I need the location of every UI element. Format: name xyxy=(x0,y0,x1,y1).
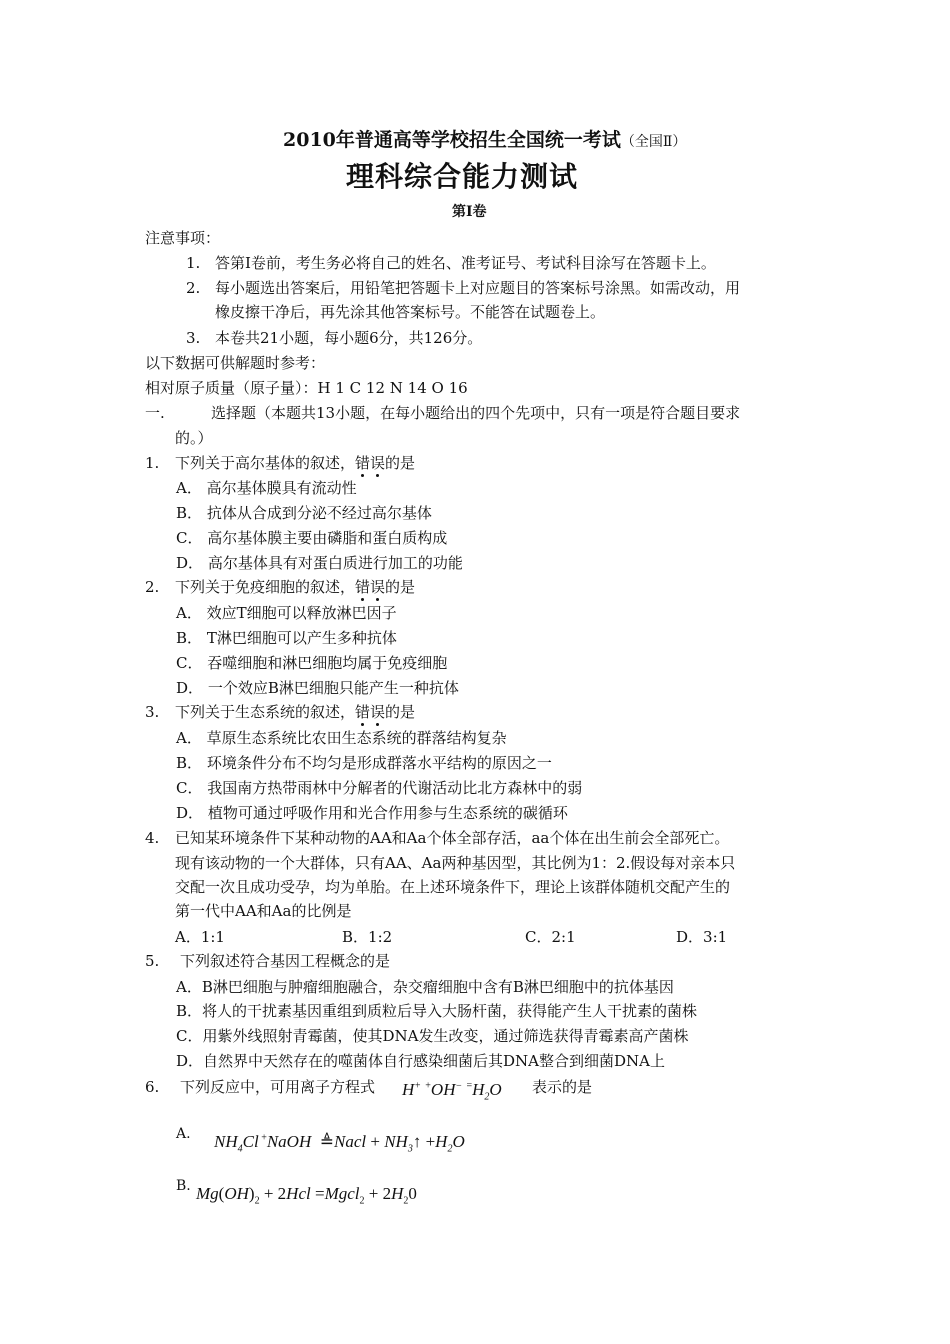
question-4-option-b: B．1:2 xyxy=(342,928,393,946)
question-2-option-a xyxy=(176,603,397,623)
option-text: 我国南方热带雨林中分解者的代谢活动比北方森林中的弱 xyxy=(207,779,583,797)
question-1-stem-tail: 的是 xyxy=(385,454,416,472)
question-1-number: 1. xyxy=(145,454,160,472)
note-1-number: 1. xyxy=(186,254,201,272)
option-text: 草原生态系统比农田生态系统的群落结构复杂 xyxy=(206,729,507,747)
option-text: 环境条件分布不均匀是形成群落水平结构的原因之一 xyxy=(206,754,552,772)
question-3-option-c xyxy=(176,778,582,798)
option-label: B． xyxy=(176,504,203,522)
note-2-number: 2. xyxy=(186,279,201,297)
question-1-stem xyxy=(175,453,415,473)
question-5-stem: 下列叙述符合基因工程概念的是 xyxy=(180,952,391,970)
question-2-option-c xyxy=(176,653,447,673)
option-label: A． xyxy=(176,479,202,497)
question-5-option-c: C．用紫外线照射青霉菌，使其DNA发生改变，通过筛选获得青霉素高产菌株 xyxy=(176,1027,689,1045)
option-label: C． xyxy=(176,654,203,672)
question-4-option-d: D．3:1 xyxy=(676,928,728,946)
emphasis-char: 错 xyxy=(355,454,371,472)
question-4-stem-line1: 已知某环境条件下某种动物的AA和Aa个体全部存活，aa个体在出生前会全部死亡。 xyxy=(175,829,730,847)
option-label: A． xyxy=(176,729,202,747)
question-2-number: 2. xyxy=(145,578,160,596)
question-6-stem-tail: 表示的是 xyxy=(532,1078,593,1096)
question-4-stem-line2: 现有该动物的一个大群体，只有AA、Aa两种基因型，其比例为1：2.假设每对亲本只 xyxy=(175,854,736,872)
question-5-number: 5. xyxy=(145,952,160,970)
note-3-number: 3. xyxy=(186,329,201,347)
option-label: D． xyxy=(176,679,204,697)
note-2-text-line1: 每小题选出答案后，用铅笔把答题卡上对应题目的答案标号涂黑。如需改动，用 xyxy=(215,279,741,297)
question-6-option-b-label: B. xyxy=(176,1178,191,1194)
question-1-stem-text: 下列关于高尔基体的叙述， xyxy=(175,454,356,472)
question-6-stem: 下列反应中，可用离子方程式 xyxy=(180,1078,376,1096)
question-2-option-b xyxy=(176,628,397,648)
question-3-number: 3. xyxy=(145,703,160,721)
ionic-equation: H+ +OH− $^=H_2O$ xyxy=(402,1080,502,1103)
option-label: C． xyxy=(176,779,203,797)
option-label: A． xyxy=(176,604,202,622)
question-1-option-c xyxy=(176,528,447,548)
question-2-stem xyxy=(175,577,415,597)
emphasis-char: 错 xyxy=(355,578,371,596)
question-1-option-d xyxy=(176,553,463,573)
data-reference: 以下数据可供解题时参考： xyxy=(145,354,326,372)
exam-title-suffix: （全国Ⅱ） xyxy=(620,134,687,150)
option-text: 一个效应B淋巴细胞只能产生一种抗体 xyxy=(207,679,459,697)
option-label: D． xyxy=(176,554,204,572)
option-text: 植物可通过呼吸作用和光合作用参与生态系统的碳循环 xyxy=(207,804,568,822)
emphasis-char: 误 xyxy=(370,454,386,472)
emphasis-char: 误 xyxy=(370,578,386,596)
question-6-option-b-equation: $Mg(OH)_2 + 2Hcl$ =Mgcl$_2$ + $2H_20$ xyxy=(196,1184,417,1207)
option-text: 高尔基体膜主要由磷脂和蛋白质构成 xyxy=(207,529,448,547)
question-4-stem-line3: 交配一次且成功受孕，均为单胎。在上述环境条件下，理论上该群体随机交配产生的 xyxy=(175,878,731,896)
question-4-number: 4. xyxy=(145,829,160,847)
option-label: B． xyxy=(176,629,203,647)
section-1-instructions-line1: 选择题（本题共13小题，在每小题给出的四个先项中，只有一项是符合题目要求 xyxy=(211,404,741,422)
exam-title-text: 2010年普通高等学校招生全国统一考试 xyxy=(283,129,621,151)
note-3-text: 本卷共21小题，每小题6分，共126分。 xyxy=(215,329,483,347)
notes-heading: 注意事项： xyxy=(145,229,221,247)
option-text: T淋巴细胞可以产生多种抗体 xyxy=(206,629,397,647)
question-4-stem-line4: 第一代中AA和Aa的比例是 xyxy=(175,902,352,920)
question-6-option-a-equation: $NH_4Cl$ +NaOH ≜Nacl + $NH_3↑ +H_2O$ xyxy=(214,1132,465,1155)
option-text: 高尔基体具有对蛋白质进行加工的功能 xyxy=(207,554,463,572)
option-text: 效应T细胞可以释放淋巴因子 xyxy=(206,604,397,622)
question-1-option-b xyxy=(176,503,432,523)
emphasis-char: 错 xyxy=(355,703,371,721)
question-3-option-b xyxy=(176,753,552,773)
question-2-stem-text: 下列关于免疫细胞的叙述， xyxy=(175,578,356,596)
option-text: 抗体从合成到分泌不经过高尔基体 xyxy=(206,504,432,522)
atomic-mass: 相对原子质量（原子量）：H 1 C 12 N 14 O 16 xyxy=(145,379,468,397)
note-1-text: 答第Ⅰ卷前，考生务必将自己的姓名、准考证号、考试科目涂写在答题卡上。 xyxy=(215,254,716,272)
volume-title: 第Ⅰ卷 xyxy=(452,204,487,220)
section-1-instructions-line2: 的。） xyxy=(175,429,213,447)
exam-title xyxy=(283,130,686,152)
question-5-option-a: A．B淋巴细胞与肿瘤细胞融合，杂交瘤细胞中含有B淋巴细胞中的抗体基因 xyxy=(176,978,674,996)
question-6-option-a-label: A. xyxy=(176,1126,191,1142)
question-3-stem-tail: 的是 xyxy=(385,703,416,721)
question-1-option-a xyxy=(176,478,357,498)
question-6-number: 6. xyxy=(145,1078,160,1096)
option-label: B． xyxy=(176,754,203,772)
question-3-stem-text: 下列关于生态系统的叙述， xyxy=(175,703,356,721)
option-label: D． xyxy=(176,804,204,822)
subject-title: 理科综合能力测试 xyxy=(346,160,579,193)
question-5-option-d: D．自然界中天然存在的噬菌体自行感染细菌后其DNA整合到细菌DNA上 xyxy=(176,1052,665,1070)
emphasis-char: 误 xyxy=(370,703,386,721)
question-2-option-d xyxy=(176,678,459,698)
note-2-text-line2: 橡皮擦干净后，再先涂其他答案标号。不能答在试题卷上。 xyxy=(215,303,606,321)
question-5-option-b: B．将人的干扰素基因重组到质粒后导入大肠杆菌，获得能产生人干扰素的菌株 xyxy=(176,1002,698,1020)
section-1-number: 一. xyxy=(145,404,165,422)
question-3-option-d xyxy=(176,803,568,823)
question-2-stem-tail: 的是 xyxy=(385,578,416,596)
question-3-option-a xyxy=(176,728,507,748)
question-3-stem xyxy=(175,702,415,722)
option-text: 吞噬细胞和淋巴细胞均属于免疫细胞 xyxy=(207,654,448,672)
option-label: C． xyxy=(176,529,203,547)
question-4-option-c: C．2:1 xyxy=(525,928,576,946)
option-text: 高尔基体膜具有流动性 xyxy=(206,479,357,497)
question-4-option-a: A．1:1 xyxy=(175,928,225,946)
